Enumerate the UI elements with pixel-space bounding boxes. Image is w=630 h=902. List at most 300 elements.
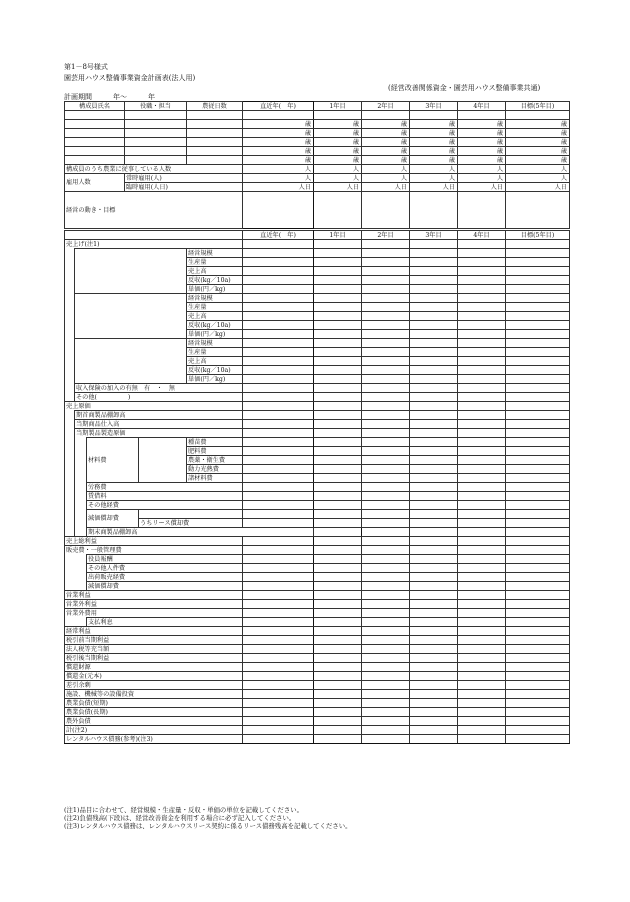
member-age-value-3[interactable]: 歳 xyxy=(410,129,458,138)
tax-value-4[interactable] xyxy=(458,645,506,654)
sales-value-4[interactable] xyxy=(458,240,506,249)
member-days-cell[interactable] xyxy=(187,138,243,147)
ordinary-profit-value-4[interactable] xyxy=(458,627,506,636)
member-age-value-2[interactable]: 歳 xyxy=(362,138,410,147)
regular-employment-value-3[interactable]: 人 xyxy=(410,174,458,183)
debt-long-value-5[interactable] xyxy=(506,708,570,717)
depreciation-value-0[interactable] xyxy=(243,510,314,519)
temporary-employment-value-5[interactable]: 人日 xyxy=(506,183,570,192)
item-2-2-value-0[interactable] xyxy=(243,357,314,366)
lease-depreciation-value-5[interactable] xyxy=(506,519,570,528)
surplus-value-0[interactable] xyxy=(243,681,314,690)
total-value-0[interactable] xyxy=(243,726,314,735)
members-in-farming-value-2[interactable]: 人 xyxy=(362,165,410,174)
pretax-profit-value-0[interactable] xyxy=(243,636,314,645)
rental-house-debt-value-4[interactable] xyxy=(458,735,506,744)
member-age-value-3[interactable]: 歳 xyxy=(410,147,458,156)
item-0-3-value-4[interactable] xyxy=(458,276,506,285)
manufacturing-cost-value-1[interactable] xyxy=(314,429,362,438)
closing-inventory-value-3[interactable] xyxy=(458,528,506,537)
sga-3-value-4[interactable] xyxy=(458,582,506,591)
material-4-value-2[interactable] xyxy=(362,474,410,483)
member-age-value-0[interactable]: 歳 xyxy=(243,129,314,138)
material-1-value-0[interactable] xyxy=(243,447,314,456)
debt-long-value-1[interactable] xyxy=(314,708,362,717)
temporary-employment-value-0[interactable]: 人日 xyxy=(243,183,314,192)
non-operating-expense-value-2[interactable] xyxy=(362,609,410,618)
debt-short-value-0[interactable] xyxy=(243,699,314,708)
item-1-0-value-4[interactable] xyxy=(458,294,506,303)
member-age-value-3[interactable] xyxy=(410,111,458,120)
member-age-value-0[interactable]: 歳 xyxy=(243,147,314,156)
item-2-4-value-2[interactable] xyxy=(362,375,410,384)
item-0-0-value-4[interactable] xyxy=(458,249,506,258)
regular-employment-value-0[interactable]: 人 xyxy=(243,174,314,183)
member-days-cell[interactable] xyxy=(187,120,243,129)
management-goals-value-3[interactable] xyxy=(410,192,458,229)
material-0-value-5[interactable] xyxy=(506,438,570,447)
purchases-value-5[interactable] xyxy=(506,420,570,429)
member-age-value-2[interactable]: 歳 xyxy=(362,156,410,165)
item-0-0-value-2[interactable] xyxy=(362,249,410,258)
sga-2-value-5[interactable] xyxy=(506,573,570,582)
material-3-value-0[interactable] xyxy=(243,465,314,474)
material-1-value-1[interactable] xyxy=(314,447,362,456)
sales-value-1[interactable] xyxy=(314,240,362,249)
management-goals-value-0[interactable] xyxy=(243,192,314,229)
member-age-value-3[interactable]: 歳 xyxy=(410,156,458,165)
gross-profit-value-1[interactable] xyxy=(314,537,362,546)
regular-employment-value-5[interactable]: 人 xyxy=(506,174,570,183)
item-name-cell-2[interactable] xyxy=(75,339,187,384)
member-age-value-1[interactable]: 歳 xyxy=(314,156,362,165)
non-farm-debt-value-0[interactable] xyxy=(243,717,314,726)
interest-value-5[interactable] xyxy=(506,618,570,627)
purchases-value-0[interactable] xyxy=(243,420,314,429)
income-insurance-value-1[interactable] xyxy=(314,384,362,393)
sga-3-value-1[interactable] xyxy=(314,582,362,591)
lease-depreciation-value-2[interactable] xyxy=(362,519,410,528)
item-1-4-value-2[interactable] xyxy=(362,330,410,339)
member-age-value-0[interactable]: 歳 xyxy=(243,156,314,165)
interest-value-3[interactable] xyxy=(410,618,458,627)
item-1-1-value-4[interactable] xyxy=(458,303,506,312)
item-2-1-value-4[interactable] xyxy=(458,348,506,357)
item-1-3-value-3[interactable] xyxy=(410,321,458,330)
members-in-farming-value-3[interactable]: 人 xyxy=(410,165,458,174)
item-0-3-value-2[interactable] xyxy=(362,276,410,285)
member-age-value-1[interactable]: 歳 xyxy=(314,120,362,129)
interest-value-4[interactable] xyxy=(458,618,506,627)
sga-0-value-2[interactable] xyxy=(362,555,410,564)
member-age-value-1[interactable]: 歳 xyxy=(314,147,362,156)
debt-long-value-2[interactable] xyxy=(362,708,410,717)
operating-profit-value-4[interactable] xyxy=(458,591,506,600)
item-2-0-value-3[interactable] xyxy=(410,339,458,348)
item-2-2-value-4[interactable] xyxy=(458,357,506,366)
item-2-2-value-2[interactable] xyxy=(362,357,410,366)
manufacturing-cost-value-0[interactable] xyxy=(243,429,314,438)
depreciation-value-2[interactable] xyxy=(362,510,410,519)
item-2-0-value-2[interactable] xyxy=(362,339,410,348)
sga-3-value-5[interactable] xyxy=(506,582,570,591)
interest-value-0[interactable] xyxy=(243,618,314,627)
member-name-cell[interactable] xyxy=(65,120,125,129)
other-sales-value-2[interactable] xyxy=(362,393,410,402)
item-0-0-value-3[interactable] xyxy=(410,249,458,258)
cost-of-sales-value-4[interactable] xyxy=(458,402,506,411)
investment-value-4[interactable] xyxy=(458,690,506,699)
purchases-value-2[interactable] xyxy=(362,420,410,429)
other-expenses-value-5[interactable] xyxy=(506,501,570,510)
investment-value-5[interactable] xyxy=(506,690,570,699)
gross-profit-value-0[interactable] xyxy=(243,537,314,546)
rental-house-debt-value-5[interactable] xyxy=(506,735,570,744)
members-in-farming-value-1[interactable]: 人 xyxy=(314,165,362,174)
item-0-1-value-5[interactable] xyxy=(506,258,570,267)
cost-of-sales-value-1[interactable] xyxy=(314,402,362,411)
income-insurance-value-4[interactable] xyxy=(458,384,506,393)
material-1-value-5[interactable] xyxy=(506,447,570,456)
sga-3-value-2[interactable] xyxy=(362,582,410,591)
manufacturing-cost-value-5[interactable] xyxy=(506,429,570,438)
cost-of-sales-value-5[interactable] xyxy=(506,402,570,411)
item-2-1-value-0[interactable] xyxy=(243,348,314,357)
investment-value-3[interactable] xyxy=(410,690,458,699)
material-0-value-4[interactable] xyxy=(458,438,506,447)
total-value-5[interactable] xyxy=(506,726,570,735)
member-role-cell[interactable] xyxy=(125,147,187,156)
ordinary-profit-value-5[interactable] xyxy=(506,627,570,636)
manufacturing-cost-value-3[interactable] xyxy=(410,429,458,438)
item-0-2-value-5[interactable] xyxy=(506,267,570,276)
other-sales-value-4[interactable] xyxy=(458,393,506,402)
sga-2-value-4[interactable] xyxy=(458,573,506,582)
ordinary-profit-value-3[interactable] xyxy=(410,627,458,636)
item-0-1-value-3[interactable] xyxy=(410,258,458,267)
rental-house-debt-value-3[interactable] xyxy=(410,735,458,744)
net-profit-value-3[interactable] xyxy=(410,654,458,663)
members-in-farming-value-0[interactable]: 人 xyxy=(243,165,314,174)
non-farm-debt-value-1[interactable] xyxy=(314,717,362,726)
member-days-cell[interactable] xyxy=(187,156,243,165)
opening-inventory-value-2[interactable] xyxy=(362,411,410,420)
income-insurance-value-2[interactable] xyxy=(362,384,410,393)
labor-value-0[interactable] xyxy=(243,483,314,492)
labor-value-3[interactable] xyxy=(410,483,458,492)
surplus-value-4[interactable] xyxy=(458,681,506,690)
item-1-1-value-3[interactable] xyxy=(410,303,458,312)
management-goals-value-2[interactable] xyxy=(362,192,410,229)
item-1-0-value-5[interactable] xyxy=(506,294,570,303)
income-insurance-value-3[interactable] xyxy=(410,384,458,393)
total-value-4[interactable] xyxy=(458,726,506,735)
surplus-value-5[interactable] xyxy=(506,681,570,690)
item-0-3-value-1[interactable] xyxy=(314,276,362,285)
other-expenses-value-2[interactable] xyxy=(362,501,410,510)
income-insurance-value-0[interactable] xyxy=(243,384,314,393)
pretax-profit-value-4[interactable] xyxy=(458,636,506,645)
item-2-2-value-5[interactable] xyxy=(506,357,570,366)
repayment-source-value-4[interactable] xyxy=(458,663,506,672)
sga-2-value-2[interactable] xyxy=(362,573,410,582)
material-1-value-2[interactable] xyxy=(362,447,410,456)
ordinary-profit-value-2[interactable] xyxy=(362,627,410,636)
sga-value-0[interactable] xyxy=(243,546,314,555)
item-2-3-value-2[interactable] xyxy=(362,366,410,375)
purchases-value-1[interactable] xyxy=(314,420,362,429)
closing-inventory-value-4[interactable] xyxy=(506,528,570,537)
operating-profit-value-3[interactable] xyxy=(410,591,458,600)
item-2-0-value-1[interactable] xyxy=(314,339,362,348)
item-2-0-value-0[interactable] xyxy=(243,339,314,348)
item-0-4-value-3[interactable] xyxy=(410,285,458,294)
member-role-cell[interactable] xyxy=(125,156,187,165)
labor-value-5[interactable] xyxy=(506,483,570,492)
net-profit-value-5[interactable] xyxy=(506,654,570,663)
sales-value-5[interactable] xyxy=(506,240,570,249)
member-age-value-0[interactable] xyxy=(243,111,314,120)
surplus-value-3[interactable] xyxy=(410,681,458,690)
surplus-value-2[interactable] xyxy=(362,681,410,690)
sga-0-value-5[interactable] xyxy=(506,555,570,564)
interest-value-1[interactable] xyxy=(314,618,362,627)
member-age-value-4[interactable]: 歳 xyxy=(458,138,506,147)
item-1-4-value-5[interactable] xyxy=(506,330,570,339)
total-value-1[interactable] xyxy=(314,726,362,735)
income-insurance-value-5[interactable] xyxy=(506,384,570,393)
member-role-cell[interactable] xyxy=(125,111,187,120)
member-age-value-5[interactable]: 歳 xyxy=(506,120,570,129)
rental-house-debt-value-1[interactable] xyxy=(314,735,362,744)
sga-2-value-0[interactable] xyxy=(243,573,314,582)
sga-1-value-1[interactable] xyxy=(314,564,362,573)
other-sales-value-5[interactable] xyxy=(506,393,570,402)
sga-value-5[interactable] xyxy=(506,546,570,555)
closing-inventory-value-2[interactable] xyxy=(410,528,458,537)
member-name-cell[interactable] xyxy=(65,111,125,120)
other-expenses-value-4[interactable] xyxy=(458,501,506,510)
item-0-4-value-0[interactable] xyxy=(243,285,314,294)
member-name-cell[interactable] xyxy=(65,147,125,156)
item-1-3-value-1[interactable] xyxy=(314,321,362,330)
member-age-value-5[interactable]: 歳 xyxy=(506,129,570,138)
non-operating-expense-value-4[interactable] xyxy=(458,609,506,618)
material-2-value-1[interactable] xyxy=(314,456,362,465)
repayment-source-value-0[interactable] xyxy=(243,663,314,672)
member-age-value-4[interactable] xyxy=(458,111,506,120)
non-operating-expense-value-0[interactable] xyxy=(243,609,314,618)
non-operating-income-value-0[interactable] xyxy=(243,600,314,609)
net-profit-value-0[interactable] xyxy=(243,654,314,663)
rent-value-2[interactable] xyxy=(362,492,410,501)
material-0-value-2[interactable] xyxy=(362,438,410,447)
sga-value-3[interactable] xyxy=(410,546,458,555)
depreciation-value-5[interactable] xyxy=(506,510,570,519)
member-days-cell[interactable] xyxy=(187,129,243,138)
investment-value-2[interactable] xyxy=(362,690,410,699)
item-1-3-value-4[interactable] xyxy=(458,321,506,330)
item-1-2-value-4[interactable] xyxy=(458,312,506,321)
material-4-value-1[interactable] xyxy=(314,474,362,483)
non-operating-expense-value-3[interactable] xyxy=(410,609,458,618)
member-age-value-1[interactable] xyxy=(314,111,362,120)
manufacturing-cost-value-4[interactable] xyxy=(458,429,506,438)
item-0-2-value-0[interactable] xyxy=(243,267,314,276)
sga-1-value-5[interactable] xyxy=(506,564,570,573)
item-0-3-value-3[interactable] xyxy=(410,276,458,285)
material-0-value-0[interactable] xyxy=(243,438,314,447)
item-2-3-value-0[interactable] xyxy=(243,366,314,375)
item-0-0-value-5[interactable] xyxy=(506,249,570,258)
material-3-value-3[interactable] xyxy=(410,465,458,474)
non-operating-income-value-3[interactable] xyxy=(410,600,458,609)
material-0-value-3[interactable] xyxy=(410,438,458,447)
repayment-value-4[interactable] xyxy=(458,672,506,681)
material-2-value-2[interactable] xyxy=(362,456,410,465)
net-profit-value-4[interactable] xyxy=(458,654,506,663)
item-1-4-value-3[interactable] xyxy=(410,330,458,339)
material-3-value-1[interactable] xyxy=(314,465,362,474)
item-1-2-value-2[interactable] xyxy=(362,312,410,321)
temporary-employment-value-2[interactable]: 人日 xyxy=(362,183,410,192)
item-2-0-value-4[interactable] xyxy=(458,339,506,348)
sales-value-0[interactable] xyxy=(243,240,314,249)
material-2-value-4[interactable] xyxy=(458,456,506,465)
repayment-value-1[interactable] xyxy=(314,672,362,681)
debt-short-value-2[interactable] xyxy=(362,699,410,708)
member-name-cell[interactable] xyxy=(65,129,125,138)
item-2-4-value-4[interactable] xyxy=(458,375,506,384)
repayment-source-value-2[interactable] xyxy=(362,663,410,672)
member-days-cell[interactable] xyxy=(187,111,243,120)
item-2-1-value-1[interactable] xyxy=(314,348,362,357)
item-2-1-value-3[interactable] xyxy=(410,348,458,357)
item-1-0-value-0[interactable] xyxy=(243,294,314,303)
repayment-value-5[interactable] xyxy=(506,672,570,681)
item-name-cell-0[interactable] xyxy=(75,249,187,294)
non-farm-debt-value-2[interactable] xyxy=(362,717,410,726)
member-age-value-1[interactable]: 歳 xyxy=(314,129,362,138)
non-operating-income-value-1[interactable] xyxy=(314,600,362,609)
gross-profit-value-3[interactable] xyxy=(410,537,458,546)
item-2-3-value-1[interactable] xyxy=(314,366,362,375)
item-2-4-value-1[interactable] xyxy=(314,375,362,384)
members-in-farming-value-4[interactable]: 人 xyxy=(458,165,506,174)
tax-value-1[interactable] xyxy=(314,645,362,654)
item-0-4-value-2[interactable] xyxy=(362,285,410,294)
cost-of-sales-value-0[interactable] xyxy=(243,402,314,411)
sga-2-value-3[interactable] xyxy=(410,573,458,582)
temporary-employment-value-1[interactable]: 人日 xyxy=(314,183,362,192)
member-age-value-5[interactable]: 歳 xyxy=(506,156,570,165)
opening-inventory-value-3[interactable] xyxy=(410,411,458,420)
repayment-source-value-1[interactable] xyxy=(314,663,362,672)
member-age-value-4[interactable]: 歳 xyxy=(458,120,506,129)
regular-employment-value-2[interactable]: 人 xyxy=(362,174,410,183)
sga-1-value-3[interactable] xyxy=(410,564,458,573)
member-age-value-2[interactable]: 歳 xyxy=(362,120,410,129)
repayment-value-0[interactable] xyxy=(243,672,314,681)
surplus-value-1[interactable] xyxy=(314,681,362,690)
lease-depreciation-value-1[interactable] xyxy=(314,519,362,528)
item-0-2-value-2[interactable] xyxy=(362,267,410,276)
item-2-2-value-3[interactable] xyxy=(410,357,458,366)
non-farm-debt-value-3[interactable] xyxy=(410,717,458,726)
opening-inventory-value-1[interactable] xyxy=(314,411,362,420)
sga-1-value-4[interactable] xyxy=(458,564,506,573)
item-1-0-value-1[interactable] xyxy=(314,294,362,303)
management-goals-value-4[interactable] xyxy=(458,192,506,229)
item-0-3-value-5[interactable] xyxy=(506,276,570,285)
opening-inventory-value-0[interactable] xyxy=(243,411,314,420)
labor-value-4[interactable] xyxy=(458,483,506,492)
other-sales-value-0[interactable] xyxy=(243,393,314,402)
lease-depreciation-value-0[interactable] xyxy=(243,519,314,528)
item-2-3-value-4[interactable] xyxy=(458,366,506,375)
gross-profit-value-5[interactable] xyxy=(506,537,570,546)
material-1-value-4[interactable] xyxy=(458,447,506,456)
pretax-profit-value-2[interactable] xyxy=(362,636,410,645)
material-4-value-5[interactable] xyxy=(506,474,570,483)
debt-long-value-0[interactable] xyxy=(243,708,314,717)
member-age-value-4[interactable]: 歳 xyxy=(458,156,506,165)
item-0-0-value-1[interactable] xyxy=(314,249,362,258)
rent-value-4[interactable] xyxy=(458,492,506,501)
sga-3-value-3[interactable] xyxy=(410,582,458,591)
item-0-4-value-5[interactable] xyxy=(506,285,570,294)
member-days-cell[interactable] xyxy=(187,147,243,156)
closing-inventory-value-0[interactable] xyxy=(314,528,362,537)
material-3-value-5[interactable] xyxy=(506,465,570,474)
ordinary-profit-value-1[interactable] xyxy=(314,627,362,636)
rental-house-debt-value-2[interactable] xyxy=(362,735,410,744)
item-2-4-value-5[interactable] xyxy=(506,375,570,384)
item-0-2-value-3[interactable] xyxy=(410,267,458,276)
item-2-0-value-5[interactable] xyxy=(506,339,570,348)
item-1-0-value-3[interactable] xyxy=(410,294,458,303)
operating-profit-value-2[interactable] xyxy=(362,591,410,600)
purchases-value-3[interactable] xyxy=(410,420,458,429)
item-2-3-value-5[interactable] xyxy=(506,366,570,375)
rent-value-3[interactable] xyxy=(410,492,458,501)
item-2-1-value-2[interactable] xyxy=(362,348,410,357)
member-role-cell[interactable] xyxy=(125,129,187,138)
item-2-4-value-0[interactable] xyxy=(243,375,314,384)
lease-depreciation-value-3[interactable] xyxy=(410,519,458,528)
sales-value-2[interactable] xyxy=(362,240,410,249)
non-farm-debt-value-4[interactable] xyxy=(458,717,506,726)
management-goals-value-1[interactable] xyxy=(314,192,362,229)
item-1-0-value-2[interactable] xyxy=(362,294,410,303)
opening-inventory-value-4[interactable] xyxy=(458,411,506,420)
material-4-value-0[interactable] xyxy=(243,474,314,483)
investment-value-0[interactable] xyxy=(243,690,314,699)
member-role-cell[interactable] xyxy=(125,120,187,129)
item-0-2-value-1[interactable] xyxy=(314,267,362,276)
repayment-source-value-3[interactable] xyxy=(410,663,458,672)
member-age-value-3[interactable]: 歳 xyxy=(410,120,458,129)
item-2-4-value-3[interactable] xyxy=(410,375,458,384)
item-1-3-value-5[interactable] xyxy=(506,321,570,330)
rent-value-1[interactable] xyxy=(314,492,362,501)
tax-value-2[interactable] xyxy=(362,645,410,654)
member-age-value-0[interactable]: 歳 xyxy=(243,138,314,147)
debt-long-value-4[interactable] xyxy=(458,708,506,717)
purchases-value-4[interactable] xyxy=(458,420,506,429)
non-farm-debt-value-5[interactable] xyxy=(506,717,570,726)
repayment-value-2[interactable] xyxy=(362,672,410,681)
